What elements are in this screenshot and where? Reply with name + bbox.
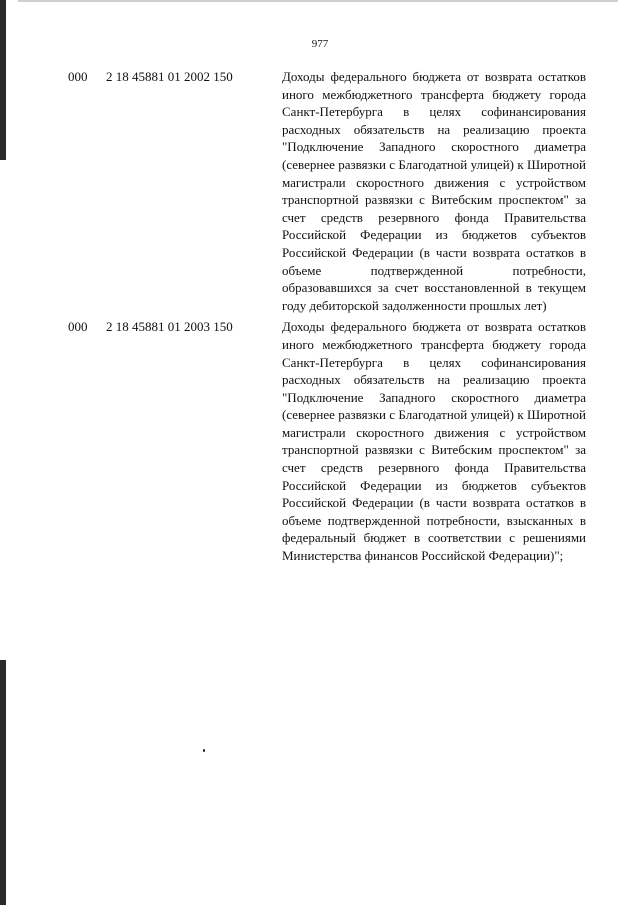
page-number: 977 (311, 38, 329, 50)
income-description: Доходы федерального бюджета от возврата остатков иного межбюджетного трансферта бюджету города Санкт-Петербурга в целях софинансирования расходных обязательств на реализацию проекта "Подключение Западного скоростного диаметра (севернее развязки с Благодатной улицей) к Широтной магистрали скоростного движения с устройством транспортной развязки с Витебским проспектом" за счет средств резервного фонда Правительства Российской Федерации из бюджетов субъектов Российской Федерации (в части возврата остатков в объеме подтвержденной потребности, взысканных в федеральный бюджет в соответствии с решениями Министерства финансов Российской Федерации)"; (282, 319, 586, 564)
scan-left-edge-top (0, 0, 6, 160)
budget-code-table (68, 68, 588, 569)
table-row (68, 318, 588, 564)
budget-classification-code: 2 18 45881 01 2003 150 (106, 319, 233, 335)
admin-code: 000 (68, 319, 88, 335)
admin-code: 000 (68, 69, 88, 84)
income-description: Доходы федерального бюджета от возврата остатков иного межбюджетного трансферта бюджету города Санкт-Петербурга в целях софинансирования расходных обязательств на реализацию проекта "Подключение Западного скоростного диаметра (севернее развязки с Благодатной улицей) к Широтной магистрали скоростного движения с устройством транспортной развязки с Витебским проспектом" за счет средств резервного фонда Правительства Российской Федерации из бюджетов субъектов Российской Федерации (в части возврата остатков в объеме подтвержденной потребности, образовавшихся за счет восстановленной в текущем году дебиторской задолженности прошлых лет) (282, 69, 586, 313)
table-row (68, 68, 588, 314)
budget-classification-code: 2 18 45881 01 2002 150 (106, 69, 233, 84)
scan-left-edge-bottom (0, 660, 6, 905)
scan-top-edge (18, 0, 618, 2)
scan-speck (203, 749, 205, 752)
